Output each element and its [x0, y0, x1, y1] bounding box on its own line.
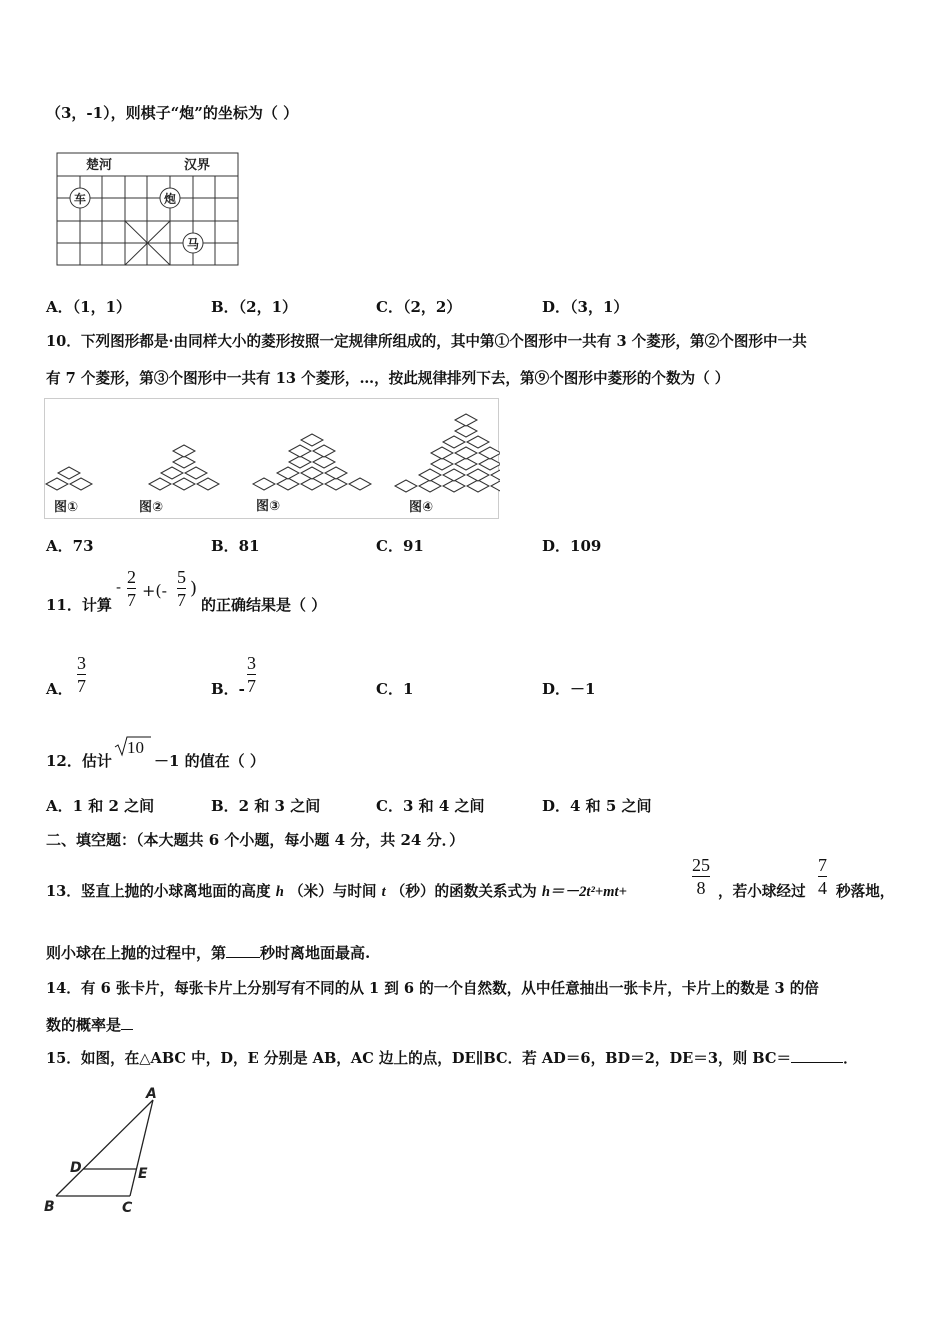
rhombus-1-2: [70, 478, 92, 490]
figure-label-1: 图①: [54, 500, 79, 515]
q13-part1: 13．竖直上抛的小球离地面的高度: [46, 883, 271, 900]
q11-option-b-frac: [247, 654, 256, 695]
q15-line: [46, 1047, 858, 1068]
rhombus-3-17: [301, 467, 323, 479]
rhombus-4-31: [443, 469, 465, 481]
q14-line1: 14．有 6 张卡片，每张卡片上分别写有不同的从 1 到 6 的一个自然数，从中任意抽出一张卡片，卡片上的数是 3 的倍: [46, 980, 819, 997]
rhombus-pattern-figure: [44, 398, 500, 520]
rhombus-2-9: [173, 456, 195, 468]
point-e: E: [138, 1166, 148, 1182]
q13-frac2-num: 7: [818, 855, 827, 875]
section-heading-fill-in: 二、填空题：（本大题共 6 个小题，每小题 4 分，共 24 分．）: [46, 831, 465, 849]
q10-option-a: A．73: [46, 537, 94, 555]
rhombus-4-32: [467, 469, 489, 481]
rhombus-4-37: [431, 447, 453, 459]
rhombus-1-1: [46, 478, 68, 490]
q15-end: ．: [843, 1050, 858, 1067]
q12-option-b: B．2 和 3 之间: [211, 797, 321, 815]
rhombus-3-19: [289, 456, 311, 468]
q12-radicand: 10: [127, 738, 144, 757]
q13-frac-den: 8: [696, 878, 706, 898]
q13-formula: h＝－2t²+mt+: [541, 884, 627, 900]
rhombus-4-28: [491, 480, 500, 492]
piece-pao: 炮: [163, 192, 177, 206]
q12-option-c: C．3 和 4 之间: [376, 797, 485, 815]
q13-line2-b: 秒时离地面最高.: [260, 944, 371, 962]
q11-frac2-den: 7: [177, 590, 186, 610]
rhombus-3-12: [277, 478, 299, 490]
point-d: D: [70, 1160, 82, 1176]
chess-board-figure: [56, 152, 240, 268]
board-label-right: 汉界: [184, 158, 211, 173]
q11-frac1: [127, 568, 136, 609]
rhombus-4-38: [455, 447, 477, 459]
q15-answer-blank[interactable]: [791, 1062, 843, 1063]
rhombus-4-39: [479, 447, 500, 459]
rhombus-2-5: [173, 478, 195, 490]
rhombus-4-42: [455, 425, 477, 437]
q11-frac1-den: 7: [127, 590, 136, 610]
q10-option-d: D．109: [542, 537, 602, 555]
rhombus-4-24: [395, 480, 417, 492]
q9-option-a: A．（1，1）: [46, 298, 132, 316]
q13-frac-num: 25: [692, 855, 710, 875]
q14-answer-blank[interactable]: [121, 1029, 133, 1030]
rhombus-4-41: [467, 436, 489, 448]
q13-line2-a: 则小球在上抛的过程中，第: [46, 944, 227, 962]
rhombus-2-10: [173, 445, 195, 457]
piece-ma: 马: [186, 237, 200, 251]
q11-frac2: [177, 568, 186, 609]
q13-part3: （秒）的函数关系式为: [390, 883, 537, 900]
triangle-abc-figure: [40, 1084, 170, 1218]
q11-option-a-frac: [77, 654, 86, 695]
q13-h: h: [275, 884, 284, 900]
rhombus-4-26: [443, 480, 465, 492]
figure-label-2: 图②: [139, 500, 164, 515]
rhombus-2-8: [185, 467, 207, 479]
q13-line2: [46, 942, 370, 963]
rhombus-4-25: [419, 480, 441, 492]
figure-label-4: 图④: [409, 500, 434, 515]
rhombus-3-13: [301, 478, 323, 490]
rhombus-3-14: [325, 478, 347, 490]
q11-minus: -: [116, 578, 122, 596]
piece-che: 车: [73, 192, 87, 206]
rhombus-4-27: [467, 480, 489, 492]
q11-option-c: C．1: [376, 680, 414, 698]
q13-frac-7-4: [818, 856, 827, 897]
point-c: C: [122, 1200, 133, 1216]
board-label-left: 楚河: [86, 158, 113, 173]
rhombus-3-15: [349, 478, 371, 490]
q10-line1: 10．下列图形都是·由同样大小的菱形按照一定规律所组成的，其中第①个图形中一共有 3 个菱形，第②个图形中一共: [46, 333, 807, 350]
rhombus-3-11: [253, 478, 275, 490]
q12-prefix: 12．估计: [46, 752, 112, 770]
q11-frac1-num: 2: [127, 567, 136, 587]
q11-mid: +(-: [142, 581, 168, 600]
rhombus-3-20: [313, 456, 335, 468]
q13-part4: ，若小球经过: [718, 883, 806, 900]
rhombus-3-22: [313, 445, 335, 457]
q9-stem: （3，-1），则棋子“炮”的坐标为（ ）: [46, 104, 299, 122]
q11-frac2-num: 5: [177, 567, 186, 587]
q12-suffix: －1 的值在（ ）: [154, 752, 265, 770]
q13-part2: （米）与时间: [288, 883, 377, 900]
point-a: A: [146, 1086, 157, 1102]
rhombus-1-3: [58, 467, 80, 479]
rhombus-2-4: [149, 478, 171, 490]
rhombus-4-43: [455, 414, 477, 426]
q13-answer-blank[interactable]: [226, 957, 260, 958]
q10-option-c: C．91: [376, 537, 424, 555]
q14-line2: [46, 1014, 133, 1035]
q11-option-d: D．－1: [542, 680, 596, 698]
figure-label-3: 图③: [256, 499, 281, 514]
q13-frac-25-8: [692, 856, 710, 897]
rhombus-4-33: [491, 469, 500, 481]
q15-text: 15．如图，在△ABC 中，D，E 分别是 AB，AC 边上的点，DE∥BC．若 AD＝6，BD＝2，DE＝3，则 BC＝: [46, 1050, 792, 1067]
rhombus-4-34: [431, 458, 453, 470]
q11-option-b-den: 7: [247, 676, 256, 696]
q10-option-b: B．81: [211, 537, 260, 555]
rhombus-3-23: [301, 434, 323, 446]
rhombus-4-40: [443, 436, 465, 448]
q11-option-a-num: 3: [77, 653, 86, 673]
q11-option-b-num: 3: [247, 653, 256, 673]
q12-option-a: A．1 和 2 之间: [46, 797, 155, 815]
rhombus-4-36: [479, 458, 500, 470]
rhombus-2-6: [197, 478, 219, 490]
q9-option-d: D．（3，1）: [542, 298, 629, 316]
rhombus-2-7: [161, 467, 183, 479]
rhombus-4-35: [455, 458, 477, 470]
q13-part5: 秒落地，: [836, 883, 895, 900]
q12-option-d: D．4 和 5 之间: [542, 797, 652, 815]
q11-close: ): [190, 578, 198, 599]
rhombus-3-21: [289, 445, 311, 457]
q11-option-a-den: 7: [77, 676, 86, 696]
rhombus-3-16: [277, 467, 299, 479]
q11-option-b-label: B．-: [211, 680, 245, 698]
q9-option-b: B．（2，1）: [211, 298, 298, 316]
q11-suffix: 的正确结果是（ ）: [201, 596, 327, 614]
point-b: B: [44, 1199, 55, 1215]
q14-line2-text: 数的概率是: [46, 1016, 122, 1034]
rhombus-3-18: [325, 467, 347, 479]
q11-option-a-label: A．: [46, 680, 73, 698]
rhombus-4-30: [419, 469, 441, 481]
q9-option-c: C．（2，2）: [376, 298, 462, 316]
q13-line1: [46, 880, 627, 901]
q13-t: t: [381, 884, 386, 900]
q10-line2: 有 7 个菱形，第③个图形中一共有 13 个菱形，…，按此规律排列下去，第⑨个图形中菱形的个数为（ ）: [46, 370, 730, 387]
q13-frac2-den: 4: [818, 878, 827, 898]
q11-prefix: 11．计算: [46, 596, 112, 614]
